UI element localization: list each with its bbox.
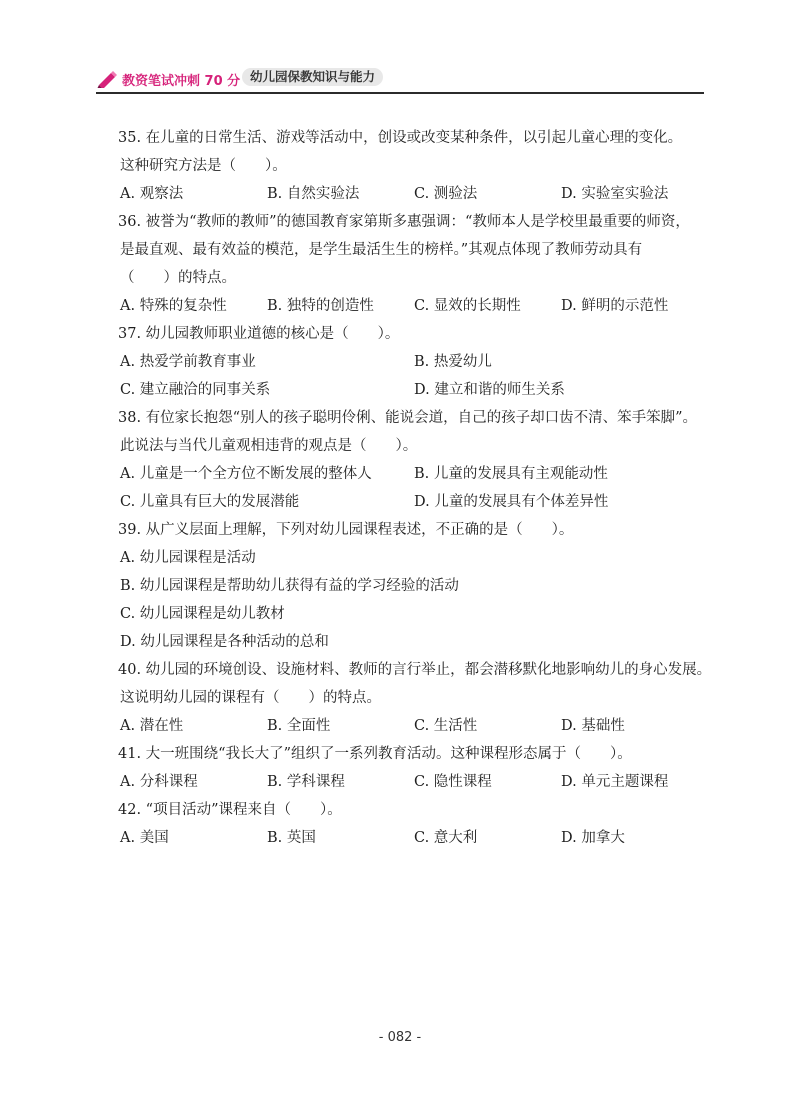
option-d: D. 加拿大 [561,830,625,846]
question-36 [118,208,708,320]
question-stem: 36. 被誉为“教师的教师”的德国教育家第斯多惠强调：“教师本人是学校里最重要的师资， [118,214,690,230]
subject-title: 幼儿园保教知识与能力 [242,68,383,86]
question-41 [118,740,708,796]
question-35 [118,124,708,208]
pencil-icon [96,68,118,88]
question-stem: 38. 有位家长抱怨“别人的孩子聪明伶俐、能说会道，自己的孩子却口齿不清、笨手笨脚”。 [118,410,697,426]
option-a: A. 幼儿园课程是活动 [120,550,256,566]
page-number: - 082 - [378,1030,422,1045]
option-c: C. 生活性 [414,718,478,734]
option-d: D. 基础性 [561,718,625,734]
question-42 [118,796,708,852]
option-b: B. 学科课程 [267,774,345,790]
options-row [118,488,708,516]
question-37 [118,320,708,404]
option-a: A. 特殊的复杂性 [120,298,227,314]
option-b: B. 儿童的发展具有主观能动性 [414,466,608,482]
options-row [118,572,708,600]
option-b: B. 全面性 [267,718,331,734]
option-c: C. 建立融洽的同事关系 [120,382,271,398]
question-stem: 39. 从广义层面上理解，下列对幼儿园课程表述，不正确的是（ ）。 [118,522,574,538]
question-40 [118,656,712,740]
question-stem-line: 这种研究方法是（ ）。 [120,158,287,174]
option-b: B. 热爱幼儿 [414,354,492,370]
option-c: C. 测验法 [414,186,478,202]
option-b: B. 自然实验法 [267,186,360,202]
option-c: C. 意大利 [414,830,478,846]
options-row [118,768,708,796]
option-c: C. 显效的长期性 [414,298,521,314]
option-d: D. 建立和谐的师生关系 [414,382,565,398]
option-a: A. 儿童是一个全方位不断发展的整体人 [120,466,372,482]
options-row [118,180,708,208]
question-stem-line: 此说法与当代儿童观相违背的观点是（ ）。 [120,438,418,454]
options-row [118,348,708,376]
option-b: B. 幼儿园课程是帮助幼儿获得有益的学习经验的活动 [120,578,459,594]
option-d: D. 实验室实验法 [561,186,669,202]
question-stem: 41. 大一班围绕“我长大了”组织了一系列教育活动。这种课程形态属于（ ）。 [118,746,632,762]
option-a: A. 分科课程 [120,774,198,790]
question-stem: 40. 幼儿园的环境创设、设施材料、教师的言行举止，都会潜移默化地影响幼儿的身心发展。 [118,662,712,678]
options-row [118,824,708,852]
option-c: C. 幼儿园课程是幼儿教材 [120,606,285,622]
option-a: A. 美国 [120,830,169,846]
options-row [118,544,708,572]
option-c: C. 儿童具有巨大的发展潜能 [120,494,300,510]
series-title: 教资笔试冲刺 70 分 [122,74,241,89]
option-d: D. 单元主题课程 [561,774,669,790]
question-stem: 37. 幼儿园教师职业道德的核心是（ ）。 [118,326,400,342]
option-a: A. 热爱学前教育事业 [120,354,256,370]
options-row [118,292,708,320]
option-a: A. 潜在性 [120,718,184,734]
question-list [118,124,712,852]
question-stem-line: （ ）的特点。 [120,270,236,286]
option-d: D. 幼儿园课程是各种活动的总和 [120,634,329,650]
question-38 [118,404,708,516]
options-row [118,600,708,628]
question-stem: 35. 在儿童的日常生活、游戏等活动中，创设或改变某种条件，以引起儿童心理的变化。 [118,130,683,146]
question-stem-line: 是最直观、最有效益的模范，是学生最活生生的榜样。”其观点体现了教师劳动具有 [120,242,643,258]
option-d: D. 鲜明的示范性 [561,298,669,314]
options-row [118,376,708,404]
option-c: C. 隐性课程 [414,774,492,790]
options-row [118,712,708,740]
options-row [118,628,708,656]
option-b: B. 英国 [267,830,316,846]
question-stem: 42. “项目活动”课程来自（ ）。 [118,802,342,818]
option-a: A. 观察法 [120,186,184,202]
option-d: D. 儿童的发展具有个体差异性 [414,494,609,510]
options-row [118,460,708,488]
option-b: B. 独特的创造性 [267,298,374,314]
question-39 [118,516,708,656]
question-stem-line: 这说明幼儿园的课程有（ ）的特点。 [120,690,381,706]
page-header [96,66,704,94]
